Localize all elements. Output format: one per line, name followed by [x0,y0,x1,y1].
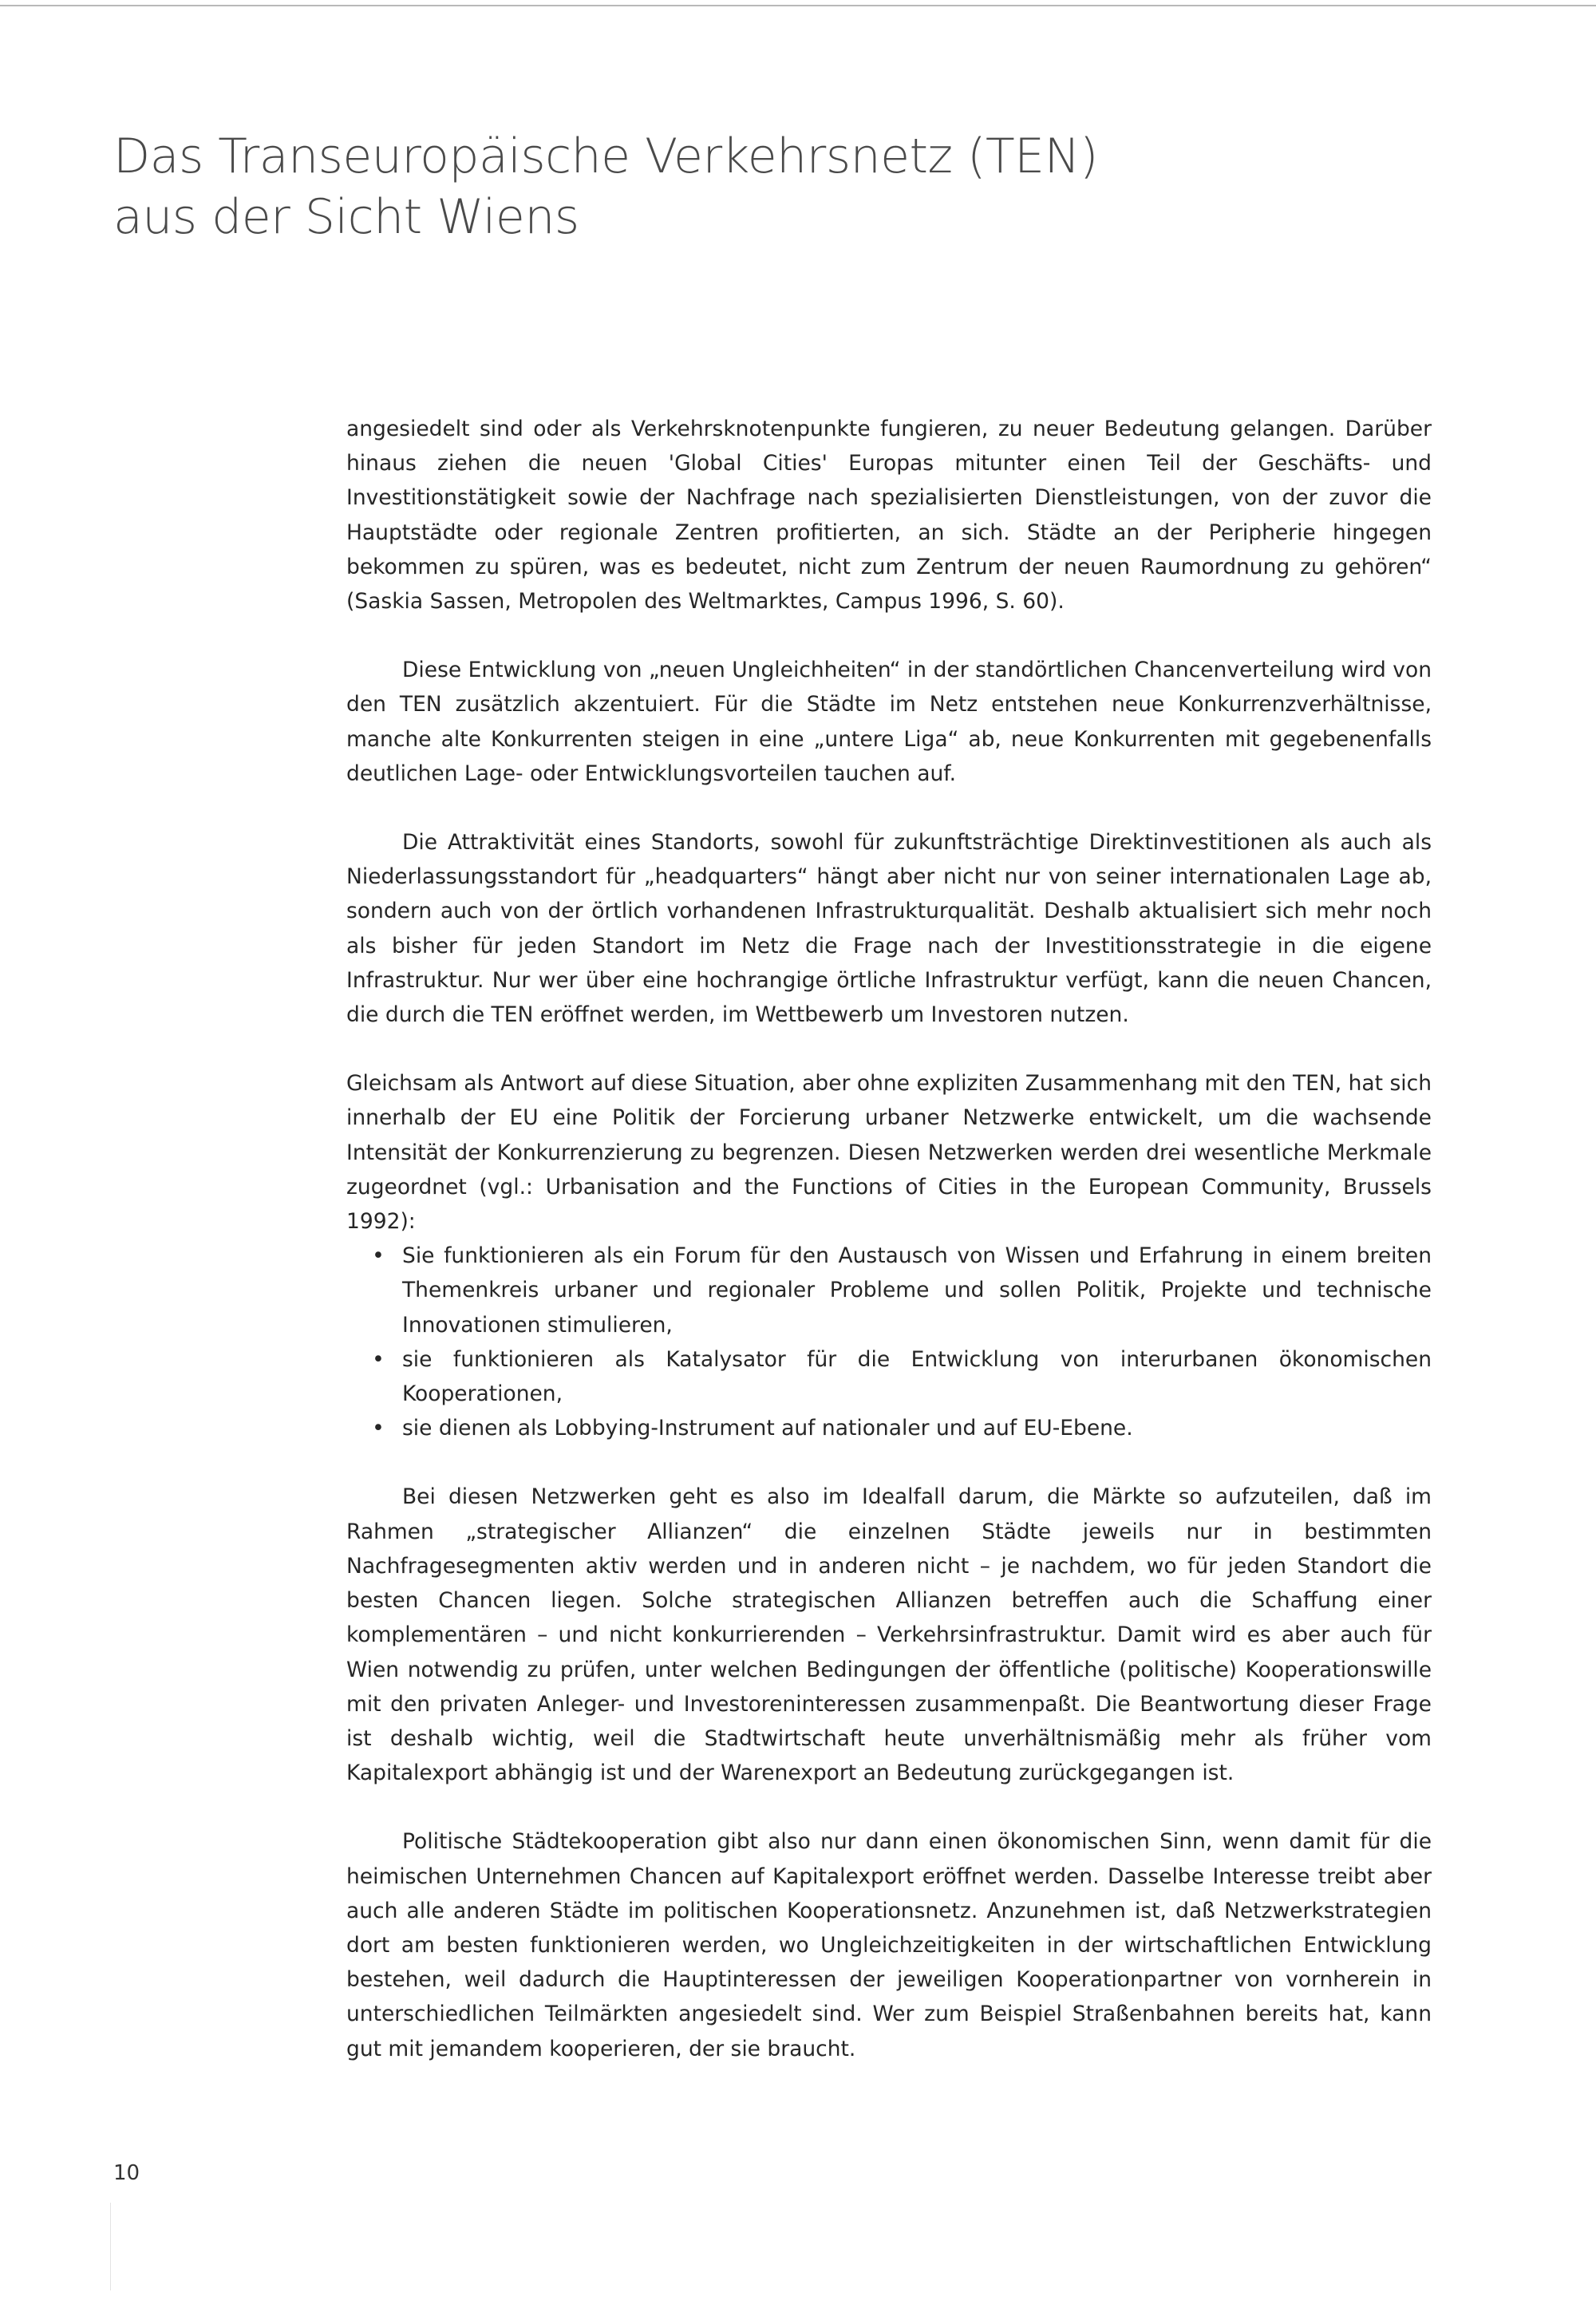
page-title-line-1: Das Transeuropäische Verkehrsnetz (TEN) [113,128,1098,184]
paragraph-6: Politische Städtekooperation gibt also nur dann einen ökonomischen Sinn, wenn damit für die heimischen Unternehmen Chancen auf Kapitalexport eröffnet werden. Dasselbe Interesse treibt aber auch alle anderen Städte im politischen Kooperationsnetz. Anzunehmen ist, daß Netzwerkstrategien dort am besten funktionieren werden, wo Ungleichzeitigkeiten in der wirtschaftlichen Entwicklung bestehen, weil dadurch die Hauptinteressen der jeweiligen Kooperationpartner von vornherein in unterschiedlichen Teilmärkten angesiedelt sind. Wer zum Beispiel Straßenbahnen bereits hat, kann gut mit jemandem kooperieren, der sie braucht. [346,1829,1432,2061]
bullet-text: Sie funktionieren als ein Forum für den Austausch von Wissen und Erfahrung in einem breiten Themenkreis urbaner und regionaler Probleme und sollen Politik, Projekte und technische Innovationen stimulieren, [402,1243,1432,1338]
bullet-item [346,1411,1432,1445]
paragraph-5: Bei diesen Netzwerken geht es also im Idealfall darum, die Märkte so aufzuteilen, daß im Rahmen „strategischer Allianzen“ die einzelnen Städte jeweils nur in bestimmten Nachfragesegmenten aktiv werden und in anderen nicht – je nachdem, wo für jeden Standort die besten Chancen liegen. Solche strategischen Allianzen betreffen auch die Schaffung einer komplementären – und nicht konkurrierenden – Verkehrsinfrastruktur. Damit wird es aber auch für Wien notwendig zu prüfen, unter welchen Bedingungen der öffentliche (politische) Kooperationswille mit den privaten Anleger- und Investoreninteressen zusammenpaßt. Die Beantwortung dieser Frage ist deshalb wichtig, weil die Stadtwirtschaft heute unverhältnismäßig mehr als früher vom Kapitalexport abhängig ist und der Warenexport an Bedeutung zurückgegangen ist. [346,1484,1432,1786]
bullet-icon: • [372,1346,385,1372]
paragraph-1: angesiedelt sind oder als Verkehrsknotenpunkte fungieren, zu neuer Bedeutung gelangen. Darüber hinaus ziehen die neuen 'Global Cities' Europas mitunter einen Teil der Geschäfts- und Investitionstätigkeit sowie der Nachfrage nach spezialisierten Dienstleistungen, von der zuvor die Hauptstädte oder regionale Zentren profitierten, an sich. Städte an der Peripherie hingegen bekommen zu spüren, was es bedeutet, nicht zum Zentrum der neuen Raumordnung zu gehören“ (Saskia Sassen, Metropolen des Weltmarktes, Campus 1996, S. 60). [346,417,1432,615]
body-text [346,412,1432,2066]
bullet-item [346,1239,1432,1342]
bullet-icon: • [372,1416,385,1441]
bullet-text: sie funktionieren als Katalysator für die Entwicklung von interurbanen ökonomischen Kooperationen, [402,1346,1432,1407]
page-title [113,126,1390,247]
paragraph-2: Diese Entwicklung von „neuen Ungleichheiten“ in der standörtlichen Chancenverteilung wird von den TEN zusätzlich akzentuiert. Für die Städte im Netz entstehen neue Konkurrenzverhältnisse, manche alte Konkurrenten steigen in eine „untere Liga“ ab, neue Konkurrenten mit gegebenenfalls deutlichen Lage- oder Entwicklungsvorteilen tauchen auf. [346,658,1432,786]
margin-line [110,2203,111,2290]
page-number: 10 [113,2161,140,2185]
bullet-icon: • [372,1243,385,1269]
paragraph-3: Die Attraktivität eines Standorts, sowohl für zukunftsträchtige Direktinvestitionen als auch als Niederlassungsstandort für „headquarters“ hängt aber nicht nur von seiner internationalen Lage ab, sondern auch von der örtlich vorhandenen Infrastrukturqualität. Deshalb aktualisiert sich mehr noch als bisher für jeden Standort im Netz die Frage nach der Investitionsstrategie in die eigene Infrastruktur. Nur wer über eine hochrangige örtliche Infrastruktur verfügt, kann die neuen Chancen, die durch die TEN eröffnet werden, im Wettbewerb um Investoren nutzen. [346,830,1432,1028]
top-rule [0,5,1596,6]
bullet-text: sie dienen als Lobbying-Instrument auf nationaler und auf EU-Ebene. [402,1416,1133,1441]
page-title-line-2: aus der Sicht Wiens [113,189,579,245]
bullet-item [346,1342,1432,1411]
bullet-list [346,1239,1432,1445]
paragraph-4: Gleichsam als Antwort auf diese Situation, aber ohne expliziten Zusammenhang mit den TEN, hat sich innerhalb der EU eine Politik der Forcierung urbaner Netzwerke entwickelt, um die wachsende Intensität der Konkurrenzierung zu begrenzen. Diesen Netzwerken werden drei wesentliche Merkmale zugeordnet (vgl.: Urbanisation and the Functions of Cities in the European Community, Brussels 1992): [346,1071,1432,1235]
